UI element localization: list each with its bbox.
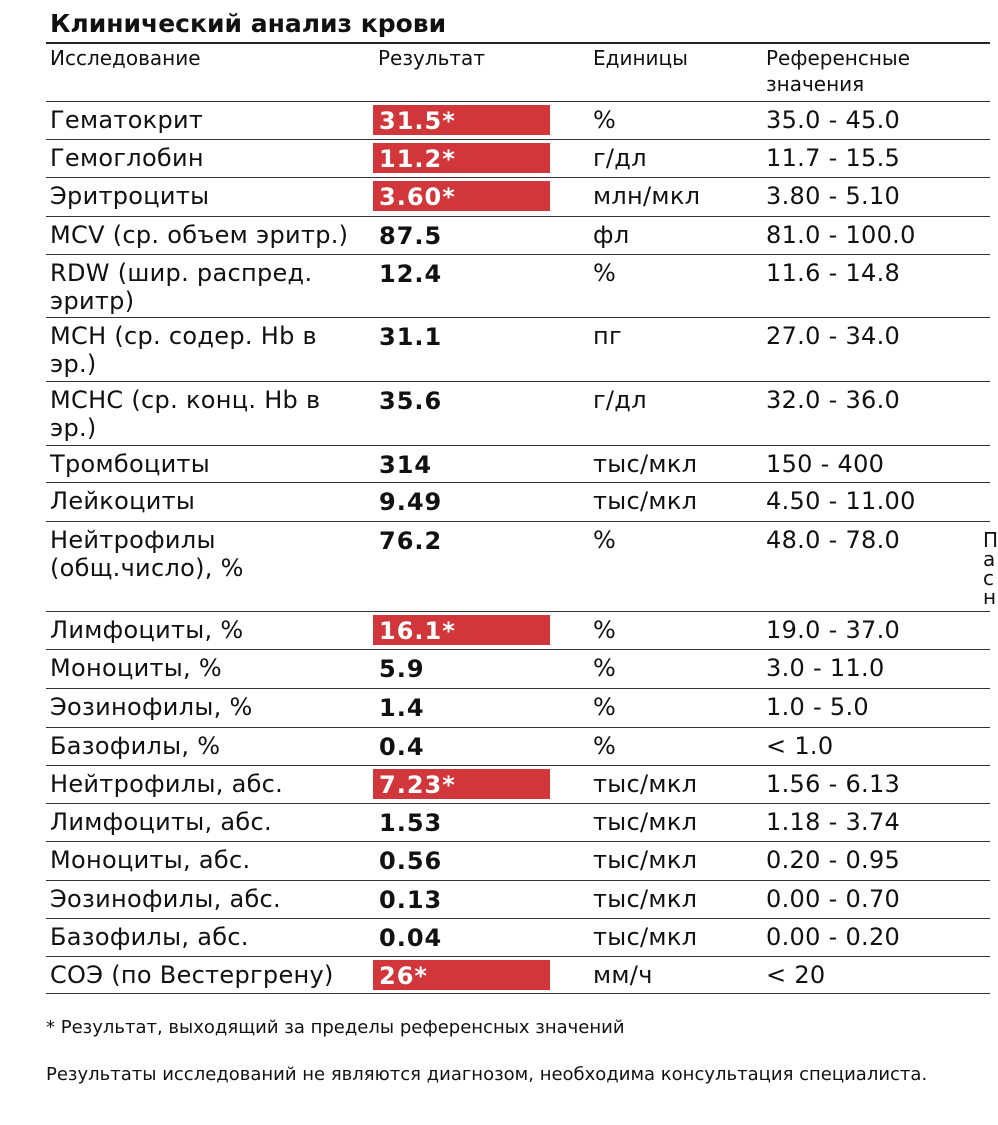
table-row <box>46 177 990 216</box>
units: тыс/мкл <box>593 808 698 836</box>
test-name: Эозинофилы, абс. <box>50 885 281 913</box>
test-name: Лимфоциты, абс. <box>50 808 272 836</box>
test-name: Гематокрит <box>50 106 204 134</box>
table-row <box>46 688 990 727</box>
results-table <box>46 101 990 994</box>
test-name: RDW (шир. распред. эритр) <box>50 259 313 315</box>
reference-range: 150 - 400 <box>766 450 885 478</box>
reference-range: < 1.0 <box>766 732 834 760</box>
result-value-flagged: 31.5* <box>373 105 550 135</box>
reference-range: 11.6 - 14.8 <box>766 259 901 287</box>
result-value-flagged: 11.2* <box>373 143 550 173</box>
test-name: Гемоглобин <box>50 144 204 172</box>
table-row <box>46 611 990 649</box>
reference-range: 0.00 - 0.70 <box>766 885 901 913</box>
result-value: 0.04 <box>379 924 443 952</box>
units: % <box>593 526 617 554</box>
reference-range: 4.50 - 11.00 <box>766 487 916 515</box>
table-row <box>46 956 990 994</box>
test-name: Эозинофилы, % <box>50 693 253 721</box>
units: % <box>593 106 617 134</box>
units: тыс/мкл <box>593 923 698 951</box>
test-name: Лимфоциты, % <box>50 616 244 644</box>
test-name: Моноциты, абс. <box>50 846 251 874</box>
test-name: Эритроциты <box>50 182 210 210</box>
units: тыс/мкл <box>593 450 698 478</box>
result-value: 0.4 <box>379 733 425 761</box>
result-value: 87.5 <box>379 222 443 250</box>
reference-range: 1.0 - 5.0 <box>766 693 869 721</box>
column-header-reference: Референсные значения <box>766 46 911 96</box>
result-value: 12.4 <box>379 260 443 288</box>
table-row <box>46 803 990 841</box>
table-row <box>46 317 990 381</box>
result-value-flagged: 7.23* <box>373 769 550 799</box>
reference-range: 11.7 - 15.5 <box>766 144 901 172</box>
result-value: 0.56 <box>379 847 443 875</box>
result-value: 0.13 <box>379 886 443 914</box>
result-value: 31.1 <box>379 323 443 351</box>
units: мм/ч <box>593 961 653 989</box>
units: % <box>593 654 617 682</box>
units: тыс/мкл <box>593 770 698 798</box>
units: г/дл <box>593 386 647 414</box>
reference-range: 0.00 - 0.20 <box>766 923 901 951</box>
result-value: 35.6 <box>379 387 443 415</box>
table-row <box>46 727 990 765</box>
table-row <box>46 841 990 880</box>
result-value: 9.49 <box>379 488 443 516</box>
test-name: Базофилы, абс. <box>50 923 249 951</box>
units: тыс/мкл <box>593 846 698 874</box>
result-value-flagged: 3.60* <box>373 181 550 211</box>
title-underline <box>46 42 990 44</box>
units: г/дл <box>593 144 647 172</box>
table-row <box>46 216 990 254</box>
table-row <box>46 381 990 445</box>
reference-range: 19.0 - 37.0 <box>766 616 901 644</box>
table-row <box>46 445 990 482</box>
units: млн/мкл <box>593 182 701 210</box>
clipped-side-text: П а с н <box>983 528 998 609</box>
column-header-units: Единицы <box>593 46 688 70</box>
table-row <box>46 101 990 139</box>
units: тыс/мкл <box>593 885 698 913</box>
reference-range: 1.56 - 6.13 <box>766 770 901 798</box>
test-name: Нейтрофилы, абс. <box>50 770 284 798</box>
reference-range: 32.0 - 36.0 <box>766 386 901 414</box>
units: фл <box>593 221 630 249</box>
units: % <box>593 693 617 721</box>
table-row <box>46 254 990 317</box>
test-name: MCV (ср. объем эритр.) <box>50 221 349 249</box>
result-value: 314 <box>379 451 433 479</box>
column-header-name: Исследование <box>50 46 201 70</box>
units: тыс/мкл <box>593 487 698 515</box>
table-row <box>46 139 990 177</box>
test-name: MCH (ср. содер. Hb в эр.) <box>50 322 317 378</box>
result-value: 76.2 <box>379 527 443 555</box>
table-row <box>46 765 990 803</box>
test-name: Моноциты, % <box>50 654 222 682</box>
reference-range: 27.0 - 34.0 <box>766 322 901 350</box>
units: % <box>593 259 617 287</box>
footnote: * Результат, выходящий за пределы референсных значений <box>46 1017 625 1038</box>
test-name: СОЭ (по Вестергрену) <box>50 961 334 989</box>
reference-range: 1.18 - 3.74 <box>766 808 901 836</box>
result-value-flagged: 26* <box>373 960 550 990</box>
table-row <box>46 649 990 688</box>
test-name: Базофилы, % <box>50 732 221 760</box>
result-value: 1.4 <box>379 694 425 722</box>
report-title: Клинический анализ крови <box>50 9 447 38</box>
result-value-flagged: 16.1* <box>373 615 550 645</box>
test-name: Тромбоциты <box>50 450 211 478</box>
column-header-result: Результат <box>378 46 485 70</box>
reference-range: 48.0 - 78.0 <box>766 526 901 554</box>
reference-range: 81.0 - 100.0 <box>766 221 916 249</box>
test-name: Нейтрофилы (общ.число), % <box>50 526 244 582</box>
test-name: MCHC (ср. конц. Hb в эр.) <box>50 386 321 442</box>
test-name: Лейкоциты <box>50 487 196 515</box>
reference-range: 3.80 - 5.10 <box>766 182 901 210</box>
reference-range: < 20 <box>766 961 826 989</box>
table-row <box>46 521 990 611</box>
reference-range: 3.0 - 11.0 <box>766 654 885 682</box>
result-value: 5.9 <box>379 655 425 683</box>
units: % <box>593 616 617 644</box>
table-row <box>46 482 990 521</box>
disclaimer: Результаты исследований не являются диагнозом, необходима консультация специалиста. <box>46 1064 928 1085</box>
table-row <box>46 880 990 918</box>
reference-range: 35.0 - 45.0 <box>766 106 901 134</box>
units: пг <box>593 322 622 350</box>
reference-range: 0.20 - 0.95 <box>766 846 901 874</box>
units: % <box>593 732 617 760</box>
result-value: 1.53 <box>379 809 443 837</box>
table-row <box>46 918 990 956</box>
